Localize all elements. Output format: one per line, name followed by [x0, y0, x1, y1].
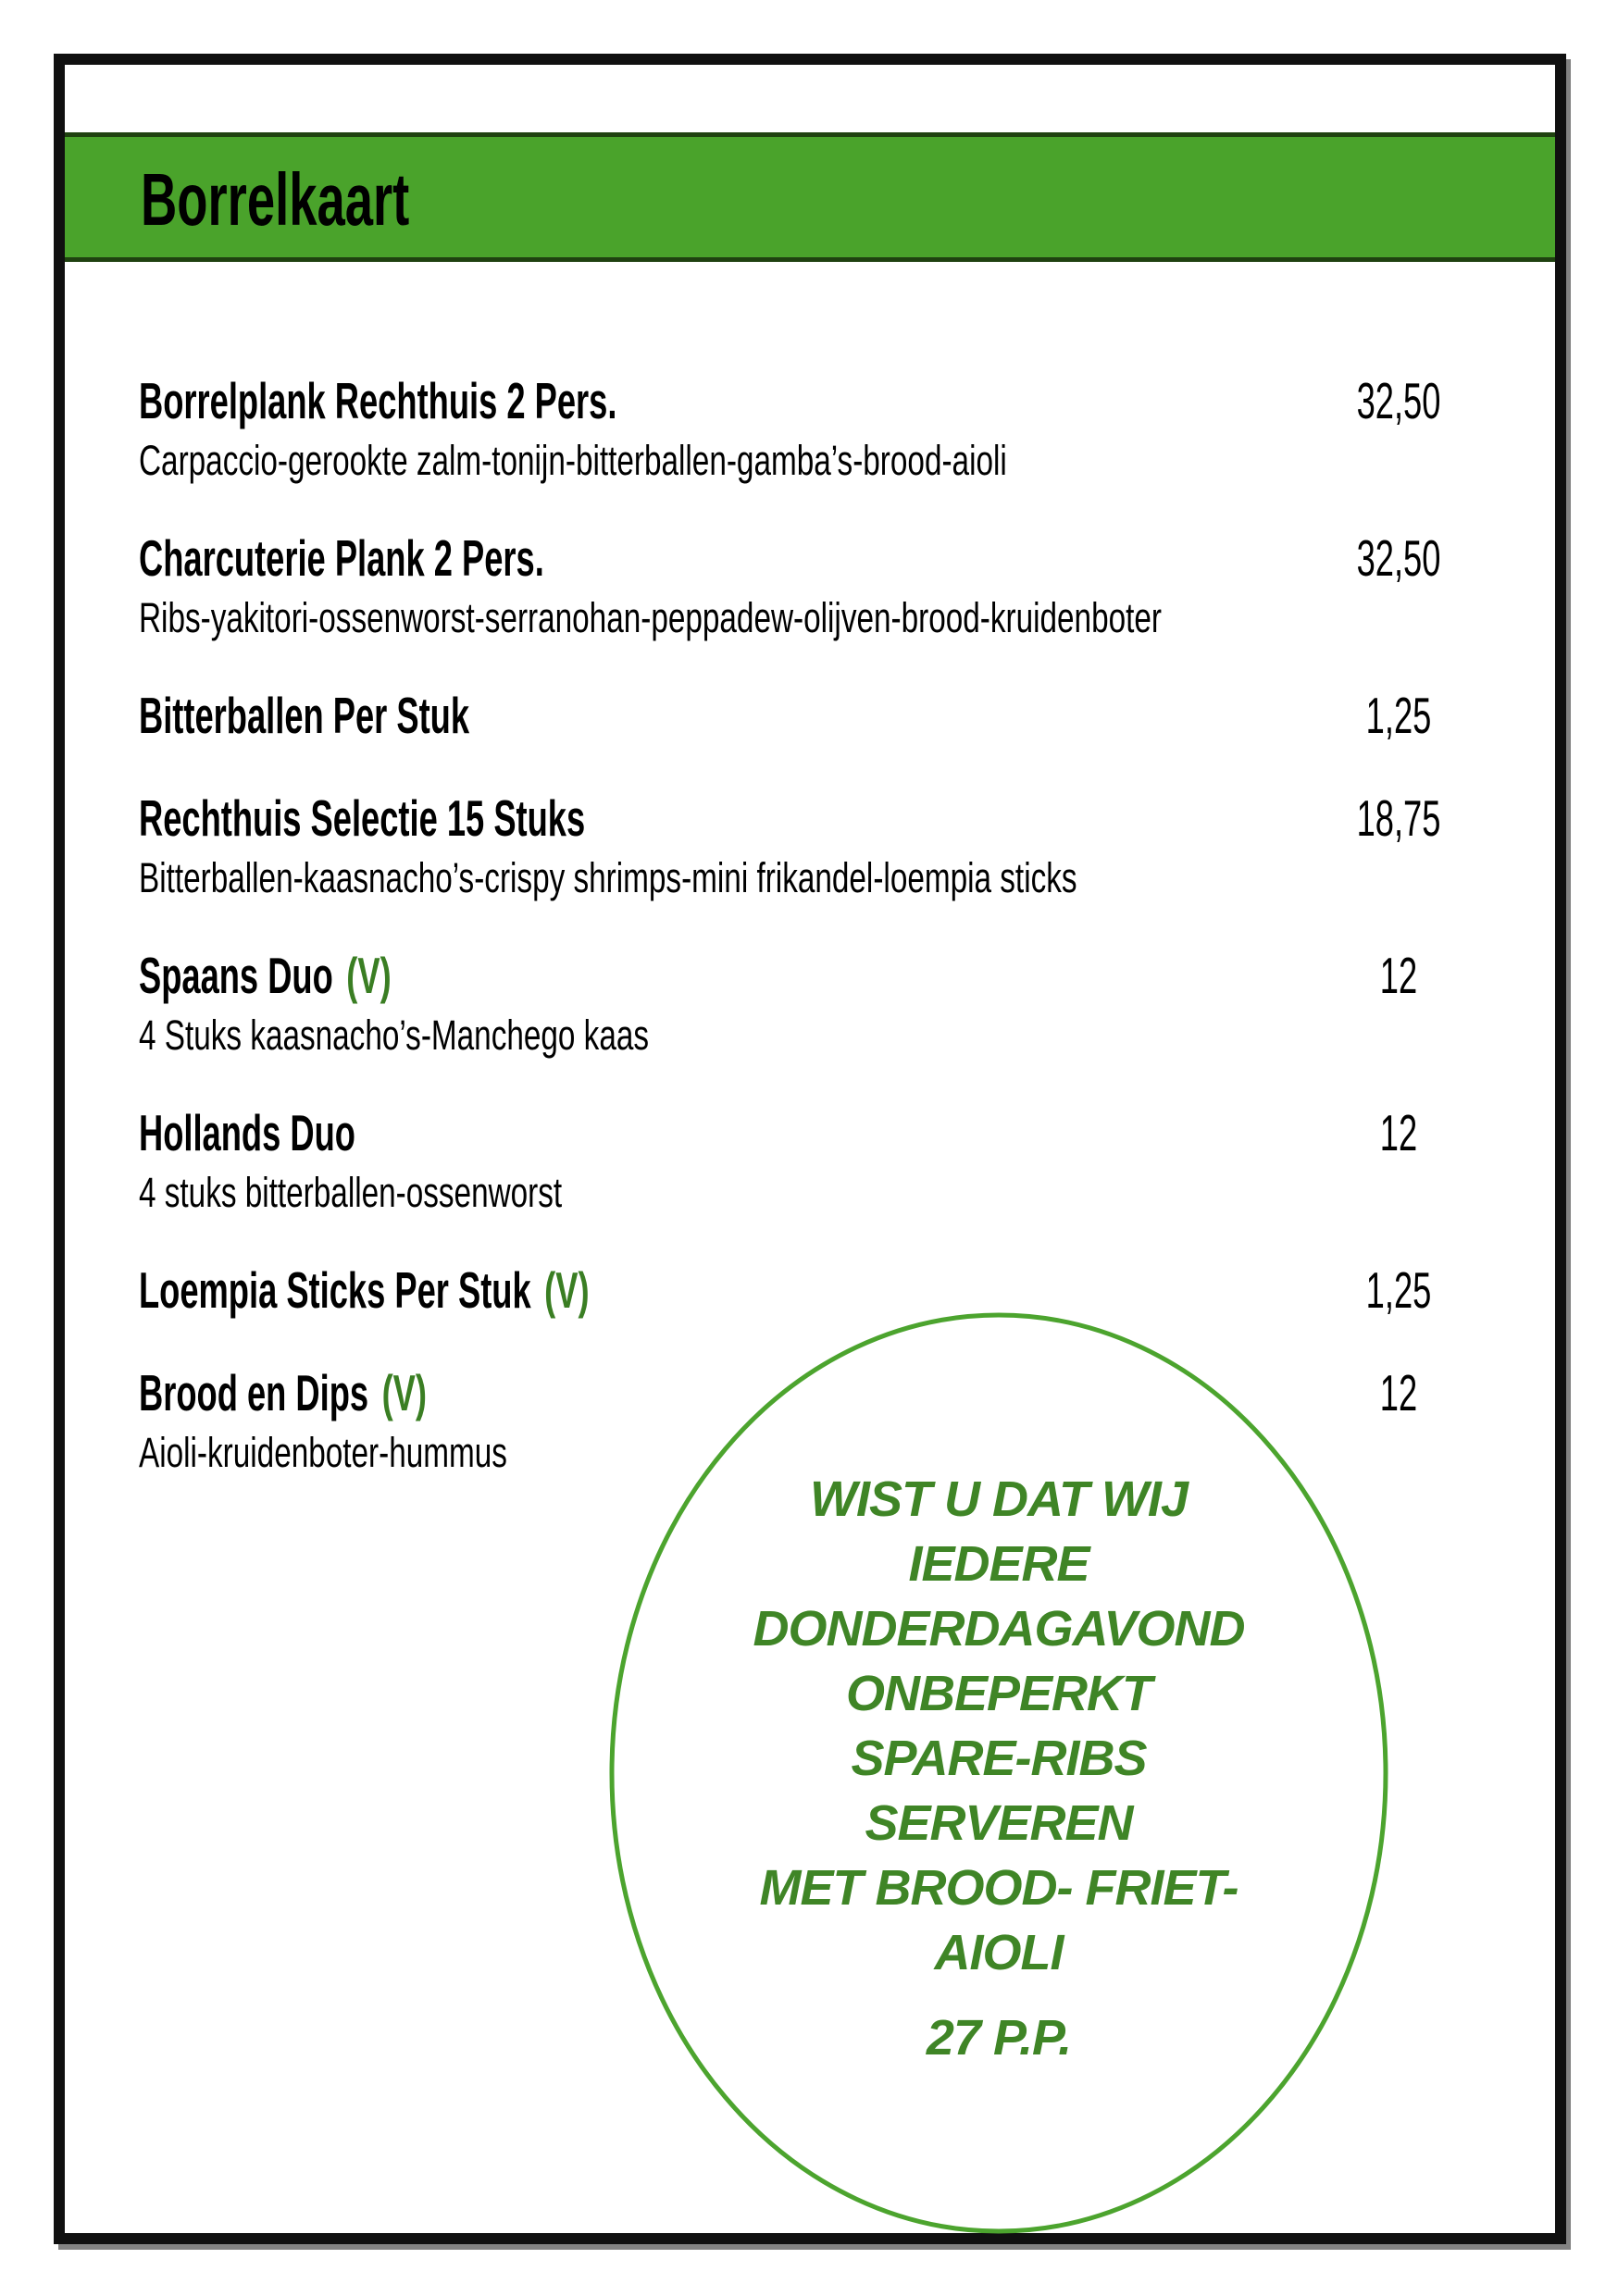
menu-item-text [139, 372, 1320, 484]
menu-item-description: Bitterballen-kaasnacho’s-crispy shrimps-mini frikandel-loempia sticks [139, 854, 1077, 901]
menu-item-text [139, 947, 1320, 1059]
menu-list [139, 372, 1477, 1525]
menu-item-row [139, 1261, 1477, 1319]
menu-item-row [139, 947, 1477, 1059]
menu-item-text [139, 1364, 1320, 1476]
menu-item-name: Charcuterie Plank 2 Pers. [139, 529, 544, 587]
menu-item-price: 1,25 [1365, 1261, 1432, 1319]
menu-item-row [139, 1104, 1477, 1216]
promo-line: AIOLI [934, 1925, 1064, 1980]
menu-item-price: 1,25 [1365, 687, 1432, 744]
promo-line: DONDERDAGAVOND [753, 1601, 1245, 1657]
page-title: Borrelkaart [141, 158, 410, 241]
menu-item-name-line [139, 947, 918, 1004]
menu-item-price: 32,50 [1356, 372, 1441, 429]
promo-line: SPARE-RIBS [851, 1731, 1147, 1786]
promo-line: WIST U DAT WIJ [810, 1471, 1188, 1527]
promo-line: MET BROOD- FRIET- [759, 1860, 1238, 1916]
menu-item-name: Bitterballen Per Stuk [139, 687, 470, 744]
menu-item-description: 4 stuks bitterballen-ossenworst [139, 1169, 563, 1216]
menu-item-description: 4 Stuks kaasnacho’s-Manchego kaas [139, 1011, 650, 1059]
menu-item-name-line [139, 789, 918, 847]
menu-item-price: 12 [1379, 1104, 1418, 1161]
header-bar [65, 132, 1555, 262]
menu-item-text [139, 1261, 1320, 1319]
menu-item-name-line [139, 1261, 918, 1319]
menu-item-price: 18,75 [1356, 789, 1441, 847]
menu-item-description: Aioli-kruidenboter-hummus [139, 1429, 507, 1476]
menu-item-name-line [139, 1104, 918, 1161]
menu-item-name: Borrelplank Rechthuis 2 Pers. [139, 372, 617, 429]
menu-item-name: Rechthuis Selectie 15 Stuks [139, 789, 586, 847]
promo-line: IEDERE [908, 1536, 1089, 1592]
menu-item-name-line [139, 372, 918, 429]
menu-page-frame [54, 54, 1566, 2244]
menu-item-description: Carpaccio-gerookte zalm-tonijn-bitterballen-gamba’s-brood-aioli [139, 437, 1007, 484]
vegetarian-badge: (V) [346, 947, 392, 1004]
menu-item-name-line [139, 687, 918, 744]
menu-item-text [139, 1104, 1320, 1216]
menu-item-name-line [139, 529, 918, 587]
promo-line: 27 P.P. [926, 2010, 1072, 2066]
promo-text-block [609, 1467, 1388, 2070]
promo-line: SERVEREN [865, 1795, 1133, 1851]
menu-item-row [139, 789, 1477, 901]
menu-item-description: Ribs-yakitori-ossenworst-serranohan-peppadew-olijven-brood-kruidenboter [139, 594, 1162, 641]
menu-item-name: Brood en Dips [139, 1364, 369, 1421]
menu-item-price: 12 [1379, 1364, 1418, 1421]
vegetarian-badge: (V) [381, 1364, 427, 1421]
menu-item-name: Loempia Sticks Per Stuk [139, 1261, 531, 1319]
menu-item-text [139, 529, 1320, 641]
menu-item-row [139, 529, 1477, 641]
promo-line: ONBEPERKT [845, 1666, 1152, 1721]
menu-item-name: Spaans Duo [139, 947, 333, 1004]
menu-item-row [139, 687, 1477, 744]
menu-item-row [139, 1364, 1477, 1476]
menu-item-name-line [139, 1364, 918, 1421]
menu-item-text [139, 789, 1320, 901]
menu-item-price: 32,50 [1356, 529, 1441, 587]
vegetarian-badge: (V) [544, 1261, 590, 1319]
menu-item-row [139, 372, 1477, 484]
menu-item-name: Hollands Duo [139, 1104, 355, 1161]
menu-item-text [139, 687, 1320, 744]
menu-item-price: 12 [1379, 947, 1418, 1004]
